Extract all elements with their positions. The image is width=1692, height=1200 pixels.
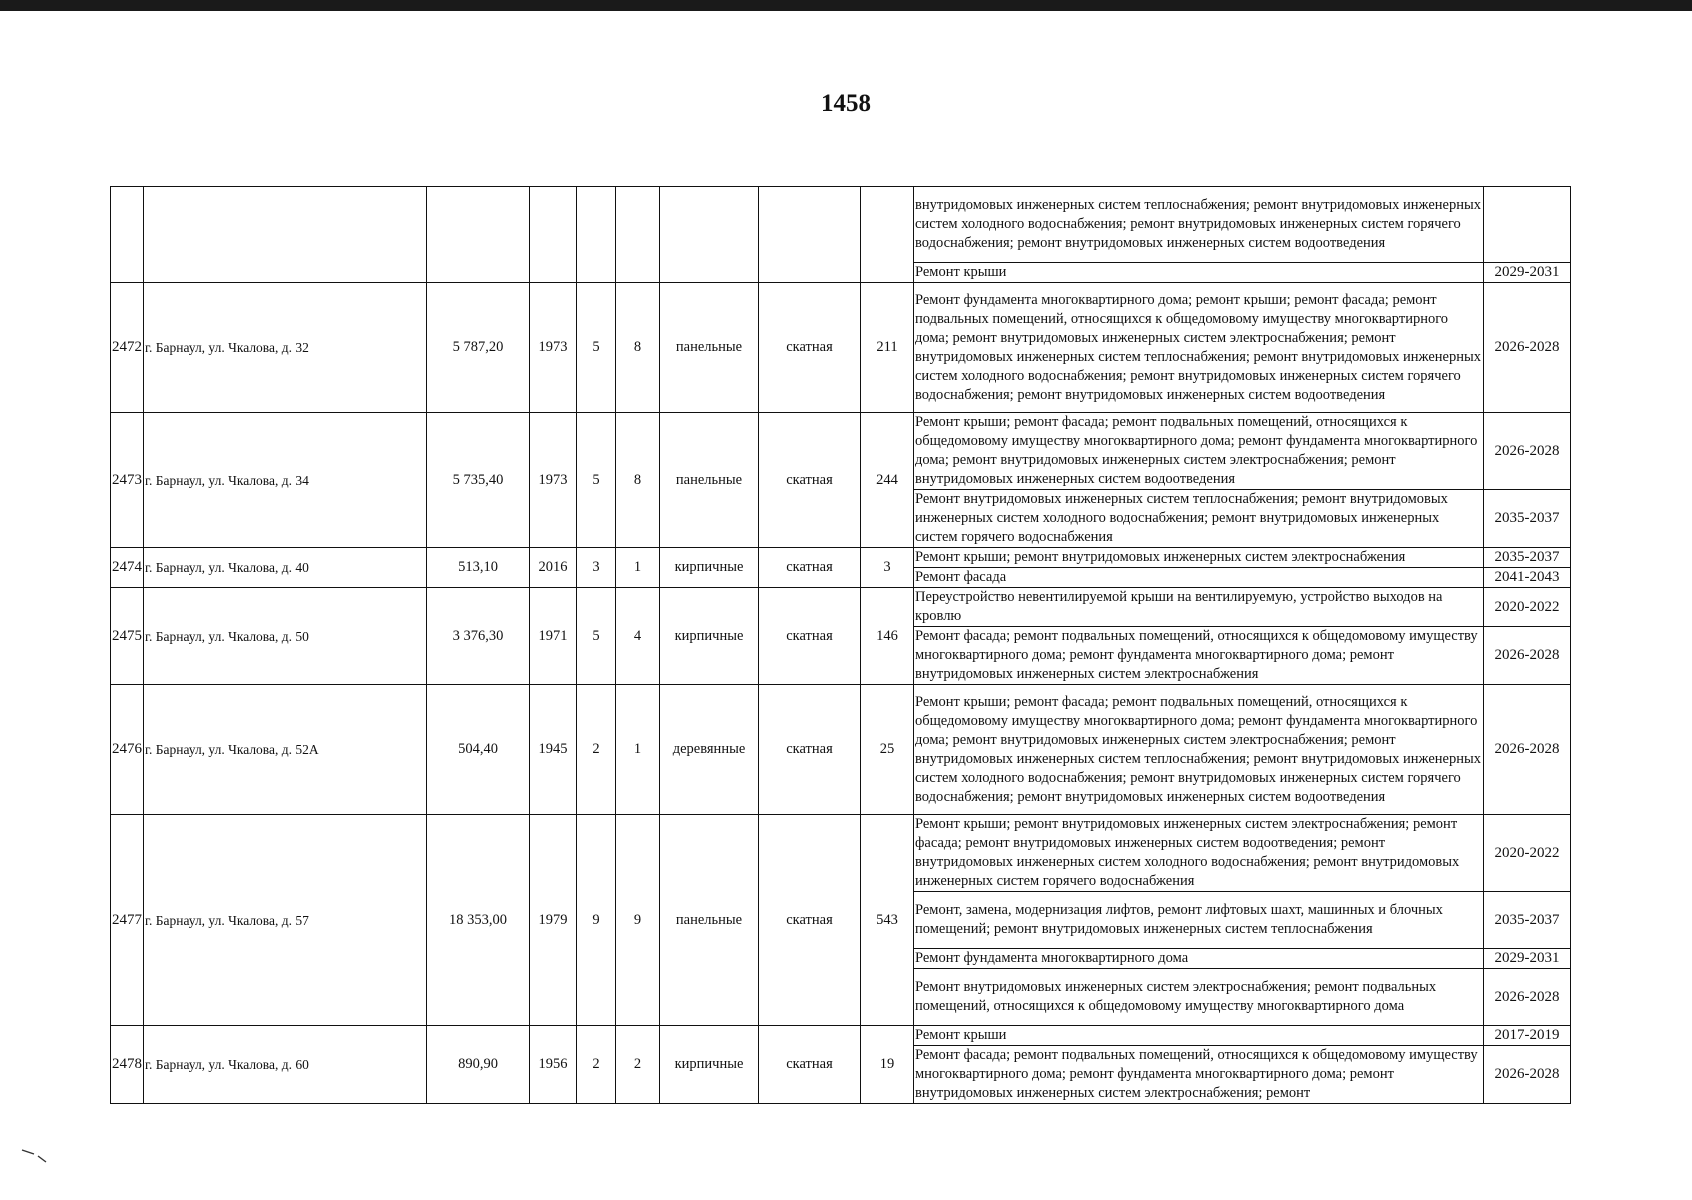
residents-cell xyxy=(861,187,914,283)
num-cell: 2476 xyxy=(111,685,144,815)
year-cell: 1956 xyxy=(530,1026,577,1104)
roof-cell: скатная xyxy=(759,548,861,588)
roof-cell: скатная xyxy=(759,588,861,685)
floors-cell: 5 xyxy=(577,413,616,548)
year-cell: 1945 xyxy=(530,685,577,815)
num-cell: 2472 xyxy=(111,283,144,413)
work-period: 2026-2028 xyxy=(1484,969,1571,1026)
num-cell: 2473 xyxy=(111,413,144,548)
work-period: 2035-2037 xyxy=(1484,490,1571,548)
work-description: Ремонт фундамента многоквартирного дома xyxy=(914,949,1484,969)
year-cell: 1973 xyxy=(530,283,577,413)
walls-cell xyxy=(660,187,759,283)
entrances-cell: 8 xyxy=(616,283,660,413)
work-period: 2035-2037 xyxy=(1484,548,1571,568)
area-cell: 513,10 xyxy=(427,548,530,588)
walls-cell: кирпичные xyxy=(660,548,759,588)
roof-cell: скатная xyxy=(759,413,861,548)
floors-cell: 2 xyxy=(577,685,616,815)
entrances-cell: 1 xyxy=(616,548,660,588)
address-cell: г. Барнаул, ул. Чкалова, д. 32 xyxy=(144,283,427,413)
table-row xyxy=(111,1026,1571,1046)
page-number: 1458 xyxy=(821,90,871,117)
work-period: 2026-2028 xyxy=(1484,627,1571,685)
walls-cell: деревянные xyxy=(660,685,759,815)
scan-artifact-mark xyxy=(20,1144,60,1168)
roof-cell: скатная xyxy=(759,815,861,1026)
floors-cell: 9 xyxy=(577,815,616,1026)
walls-cell: кирпичные xyxy=(660,588,759,685)
work-description: Ремонт крыши; ремонт фасада; ремонт подвальных помещений, относящихся к общедомовому имуществу многоквартирного дома; ремонт фундамента многоквартирного дома; ремонт внутридомовых инженерных систем электроснабжения; ремонт внутридомовых инженерных систем теплоснабжения; ремонт внутридомовых инженерных систем холодного водоснабжения; ремонт внутридомовых инженерных систем горячего водоснабжения; ремонт внутридомовых инженерных систем водоотведения xyxy=(914,685,1484,815)
walls-cell: панельные xyxy=(660,413,759,548)
walls-cell: кирпичные xyxy=(660,1026,759,1104)
work-period: 2017-2019 xyxy=(1484,1026,1571,1046)
table-row xyxy=(111,815,1571,892)
entrances-cell: 2 xyxy=(616,1026,660,1104)
table-row xyxy=(111,283,1571,413)
floors-cell: 3 xyxy=(577,548,616,588)
work-period: 2035-2037 xyxy=(1484,892,1571,949)
walls-cell: панельные xyxy=(660,815,759,1026)
table-row xyxy=(111,685,1571,815)
walls-cell: панельные xyxy=(660,283,759,413)
work-description: Ремонт фасада xyxy=(914,568,1484,588)
area-cell: 5 735,40 xyxy=(427,413,530,548)
work-description: Ремонт внутридомовых инженерных систем электроснабжения; ремонт подвальных помещений, относящихся к общедомовому имуществу многоквартирного дома xyxy=(914,969,1484,1026)
year-cell: 1971 xyxy=(530,588,577,685)
num-cell: 2475 xyxy=(111,588,144,685)
registry-table xyxy=(110,186,1571,1104)
residents-cell: 3 xyxy=(861,548,914,588)
work-description: Ремонт крыши; ремонт внутридомовых инженерных систем электроснабжения xyxy=(914,548,1484,568)
work-description: Ремонт крыши xyxy=(914,1026,1484,1046)
roof-cell: скатная xyxy=(759,685,861,815)
year-cell: 1973 xyxy=(530,413,577,548)
work-period: 2026-2028 xyxy=(1484,283,1571,413)
num-cell: 2477 xyxy=(111,815,144,1026)
work-period xyxy=(1484,187,1571,263)
work-period: 2026-2028 xyxy=(1484,413,1571,490)
work-description: Ремонт крыши; ремонт фасада; ремонт подвальных помещений, относящихся к общедомовому имуществу многоквартирного дома; ремонт фундамента многоквартирного дома; ремонт внутридомовых инженерных систем электроснабжения; ремонт внутридомовых инженерных систем водоотведения xyxy=(914,413,1484,490)
entrances-cell: 9 xyxy=(616,815,660,1026)
entrances-cell: 4 xyxy=(616,588,660,685)
num-cell: 2478 xyxy=(111,1026,144,1104)
table-row xyxy=(111,548,1571,568)
floors-cell: 5 xyxy=(577,588,616,685)
address-cell: г. Барнаул, ул. Чкалова, д. 52А xyxy=(144,685,427,815)
address-cell: г. Барнаул, ул. Чкалова, д. 40 xyxy=(144,548,427,588)
year-cell: 1979 xyxy=(530,815,577,1026)
work-period: 2020-2022 xyxy=(1484,588,1571,627)
floors-cell: 5 xyxy=(577,283,616,413)
work-description: Ремонт фасада; ремонт подвальных помещений, относящихся к общедомовому имуществу многоквартирного дома; ремонт фундамента многоквартирного дома; ремонт внутридомовых инженерных систем электроснабжения; ремонт xyxy=(914,1046,1484,1104)
work-period: 2041-2043 xyxy=(1484,568,1571,588)
work-description: Ремонт внутридомовых инженерных систем теплоснабжения; ремонт внутридомовых инженерных систем холодного водоснабжения; ремонт внутридомовых инженерных систем горячего водоснабжения xyxy=(914,490,1484,548)
work-period: 2026-2028 xyxy=(1484,685,1571,815)
work-period: 2020-2022 xyxy=(1484,815,1571,892)
area-cell: 5 787,20 xyxy=(427,283,530,413)
residents-cell: 25 xyxy=(861,685,914,815)
scan-top-border xyxy=(0,0,1692,11)
table-row xyxy=(111,413,1571,490)
residents-cell: 244 xyxy=(861,413,914,548)
work-period: 2029-2031 xyxy=(1484,949,1571,969)
work-period: 2026-2028 xyxy=(1484,1046,1571,1104)
area-cell: 3 376,30 xyxy=(427,588,530,685)
floors-cell xyxy=(577,187,616,283)
area-cell: 504,40 xyxy=(427,685,530,815)
floors-cell: 2 xyxy=(577,1026,616,1104)
table-row xyxy=(111,588,1571,627)
residents-cell: 211 xyxy=(861,283,914,413)
work-description: Ремонт крыши xyxy=(914,263,1484,283)
roof-cell: скатная xyxy=(759,1026,861,1104)
roof-cell xyxy=(759,187,861,283)
residents-cell: 19 xyxy=(861,1026,914,1104)
work-description: Ремонт крыши; ремонт внутридомовых инженерных систем электроснабжения; ремонт фасада; ремонт внутридомовых инженерных систем водоотведения; ремонт внутридомовых инженерных систем холодного водоснабжения; ремонт внутридомовых инженерных систем горячего водоснабжения xyxy=(914,815,1484,892)
address-cell xyxy=(144,187,427,283)
work-period: 2029-2031 xyxy=(1484,263,1571,283)
num-cell xyxy=(111,187,144,283)
residents-cell: 146 xyxy=(861,588,914,685)
area-cell: 890,90 xyxy=(427,1026,530,1104)
entrances-cell: 1 xyxy=(616,685,660,815)
work-description: Ремонт фасада; ремонт подвальных помещений, относящихся к общедомовому имуществу многоквартирного дома; ремонт фундамента многоквартирного дома; ремонт внутридомовых инженерных систем электроснабжения xyxy=(914,627,1484,685)
entrances-cell: 8 xyxy=(616,413,660,548)
year-cell: 2016 xyxy=(530,548,577,588)
address-cell: г. Барнаул, ул. Чкалова, д. 60 xyxy=(144,1026,427,1104)
work-description: Переустройство невентилируемой крыши на вентилируемую, устройство выходов на кровлю xyxy=(914,588,1484,627)
num-cell: 2474 xyxy=(111,548,144,588)
work-description: Ремонт, замена, модернизация лифтов, ремонт лифтовых шахт, машинных и блочных помещений; ремонт внутридомовых инженерных систем теплоснабжения xyxy=(914,892,1484,949)
entrances-cell xyxy=(616,187,660,283)
address-cell: г. Барнаул, ул. Чкалова, д. 34 xyxy=(144,413,427,548)
area-cell xyxy=(427,187,530,283)
year-cell xyxy=(530,187,577,283)
address-cell: г. Барнаул, ул. Чкалова, д. 57 xyxy=(144,815,427,1026)
address-cell: г. Барнаул, ул. Чкалова, д. 50 xyxy=(144,588,427,685)
roof-cell: скатная xyxy=(759,283,861,413)
work-description: Ремонт фундамента многоквартирного дома; ремонт крыши; ремонт фасада; ремонт подвальных помещений, относящихся к общедомовому имуществу многоквартирного дома; ремонт внутридомовых инженерных систем электроснабжения; ремонт внутридомовых инженерных систем теплоснабжения; ремонт внутридомовых инженерных систем холодного водоснабжения; ремонт внутридомовых инженерных систем горячего водоснабжения; ремонт внутридомовых инженерных систем водоотведения xyxy=(914,283,1484,413)
table-row xyxy=(111,187,1571,263)
residents-cell: 543 xyxy=(861,815,914,1026)
work-description: внутридомовых инженерных систем теплоснабжения; ремонт внутридомовых инженерных систем холодного водоснабжения; ремонт внутридомовых инженерных систем горячего водоснабжения; ремонт внутридомовых инженерных систем водоотведения xyxy=(914,187,1484,263)
area-cell: 18 353,00 xyxy=(427,815,530,1026)
